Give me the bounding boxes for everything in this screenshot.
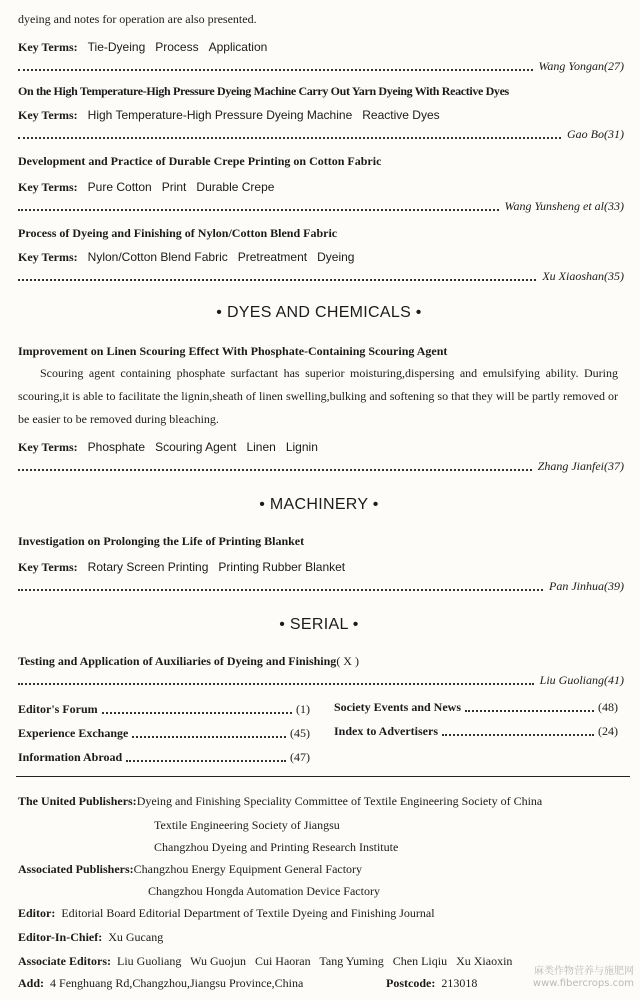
associate-editors-row: Associate Editors: Liu Guoliang Wu Guojun Cui Haoran Tang Yuming Chen Liqiu Xu Xiaoxin bbox=[18, 954, 513, 968]
intro-line: dyeing and notes for operation are also presented. bbox=[18, 12, 257, 26]
key-term: Application bbox=[208, 40, 268, 54]
key-terms-row bbox=[18, 180, 284, 195]
united-publishers-row: The United Publishers:Dyeing and Finishing Speciality Committee of Textile Engineering Society of China bbox=[18, 794, 543, 808]
key-terms-label: Key Terms: bbox=[18, 560, 78, 574]
united-publisher: Changzhou Dyeing and Printing Research Institute bbox=[154, 840, 399, 854]
key-term: Printing Rubber Blanket bbox=[218, 560, 346, 574]
key-term: Tie-Dyeing bbox=[87, 40, 146, 54]
article-title: Investigation on Prolonging the Life of Printing Blanket bbox=[18, 534, 305, 548]
author-line bbox=[18, 200, 624, 214]
key-terms-row bbox=[18, 250, 364, 265]
key-terms-label: Key Terms: bbox=[18, 180, 78, 194]
author-line bbox=[18, 460, 624, 474]
key-terms-label: Key Terms: bbox=[18, 40, 78, 54]
key-terms-row bbox=[18, 108, 450, 123]
address-row: Add: 4 Fenghuang Rd,Changzhou,Jiangsu Province,China bbox=[18, 976, 304, 990]
watermark: 麻类作物营养与施肥网 www.fibercrops.com bbox=[532, 966, 634, 989]
article-abstract: Scouring agent containing phosphate surfactant has superior moisturing,dispersing and emulsifying ability. During scouring,it is able to facilitate the lignin,sheath of linen swelling,bulking and softening so that they will be partly removed or be easier to be removed during bleaching. bbox=[18, 366, 618, 426]
key-terms-label: Key Terms: bbox=[18, 440, 78, 454]
united-publisher: Textile Engineering Society of Jiangsu bbox=[154, 818, 340, 832]
key-term: Lignin bbox=[285, 440, 318, 454]
editor-in-chief-row: Editor-In-Chief: Xu Gucang bbox=[18, 930, 164, 944]
index-item: Index to Advertisers (24) bbox=[334, 724, 618, 738]
author-line bbox=[18, 580, 624, 594]
article-title: On the High Temperature-High Pressure Dyeing Machine Carry Out Yarn Dyeing With Reactive Dyes bbox=[18, 84, 509, 98]
author-line bbox=[18, 674, 624, 688]
key-term: Scouring Agent bbox=[155, 440, 237, 454]
index-item: Editor's Forum (1) bbox=[18, 702, 310, 716]
associated-publishers-row: Associated Publishers:Changzhou Energy Equipment General Factory bbox=[18, 862, 363, 876]
author: Pan Jinhua(39) bbox=[549, 579, 624, 593]
key-term: Phosphate bbox=[87, 440, 146, 454]
author: Zhang Jianfei(37) bbox=[537, 459, 624, 473]
author-line bbox=[18, 270, 624, 284]
index-item: Experience Exchange (45) bbox=[18, 726, 310, 740]
article-title: Improvement on Linen Scouring Effect With Phosphate-Containing Scouring Agent bbox=[18, 344, 448, 358]
section-heading-dyes: • DYES AND CHEMICALS • bbox=[216, 304, 422, 321]
associated-publisher: Changzhou Hongda Automation Device Factory bbox=[148, 884, 380, 898]
section-heading-serial: • SERIAL • bbox=[279, 616, 359, 633]
serial-title: Testing and Application of Auxiliaries of Dyeing and Finishing bbox=[18, 654, 337, 668]
journal-contents-page bbox=[8, 4, 630, 994]
key-term: Print bbox=[161, 180, 187, 194]
key-terms-label: Key Terms: bbox=[18, 108, 78, 122]
key-terms-row bbox=[18, 40, 277, 55]
index-item: Society Events and News (48) bbox=[334, 700, 618, 714]
serial-suffix: ( X ) bbox=[336, 654, 359, 668]
key-term: Reactive Dyes bbox=[362, 108, 440, 122]
author: Liu Guoliang(41) bbox=[539, 673, 624, 687]
key-term: Dyeing bbox=[317, 250, 355, 264]
key-term: Durable Crepe bbox=[196, 180, 275, 194]
key-term: Nylon/Cotton Blend Fabric bbox=[87, 250, 228, 264]
article-title: Development and Practice of Durable Crepe Printing on Cotton Fabric bbox=[18, 154, 382, 168]
author-line bbox=[18, 128, 624, 142]
section-heading-machinery: • MACHINERY • bbox=[259, 496, 379, 513]
editor-row: Editor: Editorial Board Editorial Department of Textile Dyeing and Finishing Journal bbox=[18, 906, 435, 920]
author-line bbox=[18, 60, 624, 74]
article-title bbox=[18, 654, 359, 669]
divider bbox=[16, 776, 630, 777]
key-term: Process bbox=[155, 40, 199, 54]
key-term: Pure Cotton bbox=[87, 180, 152, 194]
author: Wang Yunsheng et al(33) bbox=[504, 199, 624, 213]
key-term: High Temperature-High Pressure Dyeing Machine bbox=[87, 108, 353, 122]
author: Xu Xiaoshan(35) bbox=[542, 269, 624, 283]
key-term: Rotary Screen Printing bbox=[87, 560, 209, 574]
postcode-row: Postcode: 213018 bbox=[386, 976, 478, 990]
key-terms-row bbox=[18, 440, 328, 455]
key-term: Linen bbox=[246, 440, 276, 454]
article-title: Process of Dyeing and Finishing of Nylon/Cotton Blend Fabric bbox=[18, 226, 338, 240]
index-item: Information Abroad (47) bbox=[18, 750, 310, 764]
key-terms-label: Key Terms: bbox=[18, 250, 78, 264]
key-term: Pretreatment bbox=[237, 250, 308, 264]
key-terms-row bbox=[18, 560, 355, 575]
author: Gao Bo(31) bbox=[567, 127, 624, 141]
author: Wang Yongan(27) bbox=[538, 59, 624, 73]
